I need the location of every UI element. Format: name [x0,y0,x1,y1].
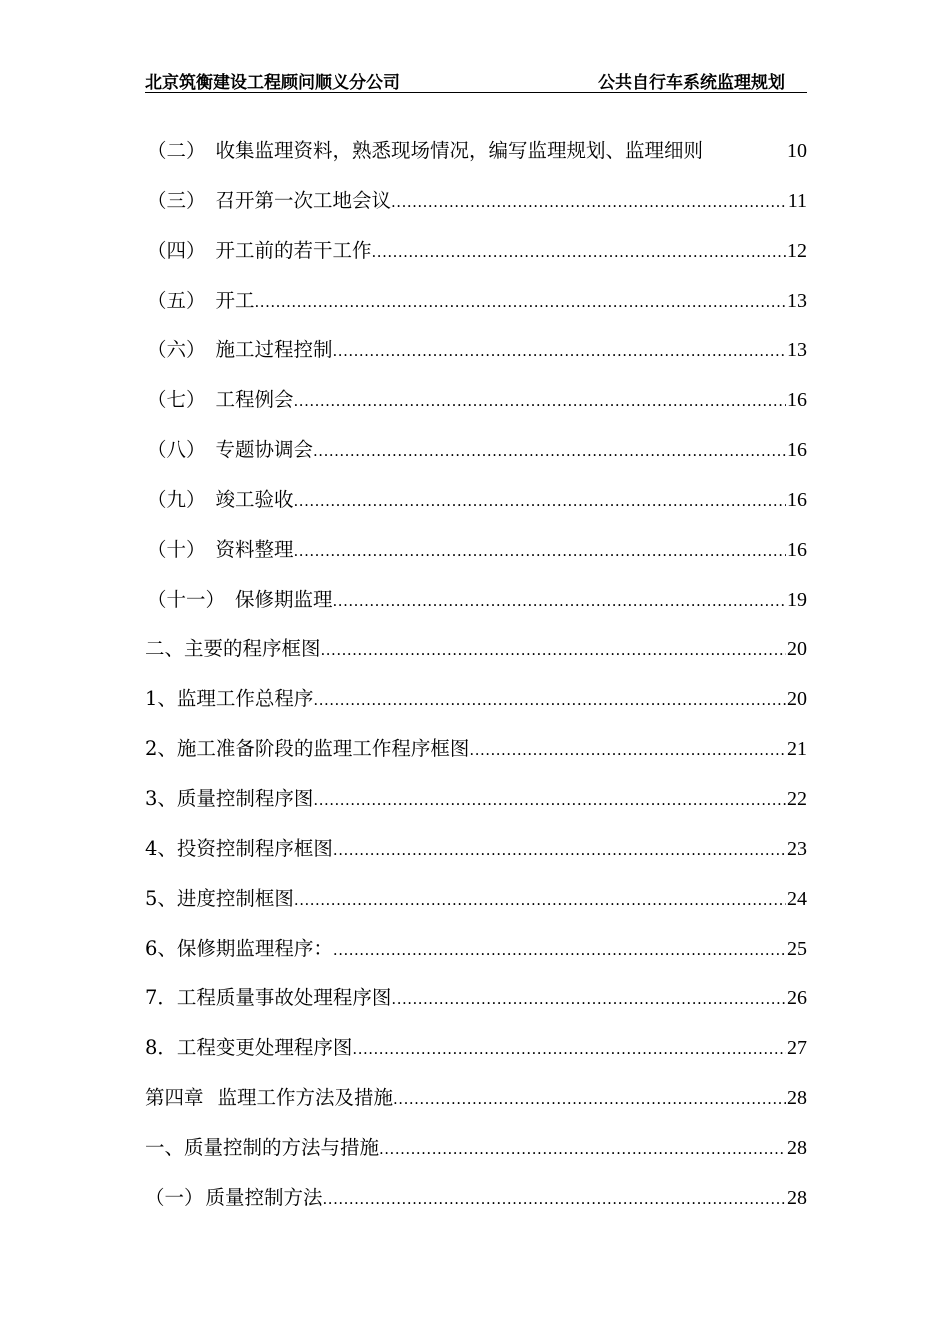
toc-entry-page: 11 [787,189,807,212]
toc-entry-title: 二、主要的程序框图 [145,637,321,661]
toc-entry[interactable] [145,483,807,533]
toc-dot-leader [294,484,786,518]
toc-entry-title: 8．工程变更处理程序图 [145,1036,353,1060]
toc-entry-title: 监理工作方法及措施 [217,1086,394,1110]
toc-entry[interactable] [145,533,807,583]
toc-dot-leader [333,584,786,618]
toc-entry-title: 保修期监理 [235,587,333,611]
toc-entry[interactable] [145,932,807,982]
toc-entry[interactable] [145,632,807,682]
toc-entry-number: （一） [145,1185,204,1209]
toc-entry[interactable] [145,1031,807,1081]
toc-entry-page: 28 [787,1136,807,1159]
toc-dot-leader [321,633,786,667]
toc-entry-number: （三） [147,188,206,212]
toc-entry-page: 20 [787,638,807,661]
toc-entry[interactable] [145,732,807,782]
toc-entry-title: 6、保修期监理程序： [145,936,333,960]
toc-entry[interactable] [145,284,807,334]
toc-dot-leader [333,833,786,867]
toc-entry-number: （十） [147,537,206,561]
toc-entry-title: 4、投资控制程序框图 [145,836,333,860]
toc-entry-number: （八） [147,438,206,462]
toc-entry[interactable] [145,184,807,234]
toc-entry-number: 第四章 [145,1086,204,1110]
toc-entry-page: 26 [787,987,807,1010]
toc-entry-title: 一、质量控制的方法与措施 [145,1135,380,1159]
toc-entry-page: 23 [787,837,807,860]
toc-entry-title: 竣工验收 [215,487,294,511]
toc-entry-title: 施工过程控制 [215,338,333,362]
toc-entry-title: 工程例会 [215,388,294,412]
toc-dot-leader [294,883,786,917]
toc-entry-number: （六） [147,338,206,362]
toc-entry-title: 3、质量控制程序图 [145,786,314,810]
toc-entry-page: 28 [787,1087,807,1110]
toc-entry-page: 20 [787,688,807,711]
toc-entry[interactable] [145,234,807,284]
toc-entry-page: 25 [787,937,807,960]
toc-dot-leader [391,185,787,219]
toc-entry[interactable] [145,1081,807,1131]
toc-entry-page: 16 [787,488,807,511]
toc-entry-number: （四） [147,238,206,262]
toc-entry-page: 13 [787,289,807,312]
toc-entry-title: 专题协调会 [215,438,314,462]
toc-dot-leader [469,733,786,767]
toc-entry-number: （五） [147,288,206,312]
header-doc-title: 公共自行车系统监理规划 [598,73,785,93]
toc-entry-page: 16 [787,389,807,412]
toc-dot-leader [393,1082,786,1116]
toc-entry-page: 28 [787,1186,807,1209]
toc-entry-title: 1、监理工作总程序 [145,687,314,711]
toc-dot-leader [379,1132,786,1166]
toc-entry-page: 27 [787,1037,807,1060]
toc-dot-leader [333,933,786,967]
toc-dot-leader [294,384,786,418]
toc-entry-page: 24 [787,887,807,910]
toc-entry-page: 16 [787,439,807,462]
toc-dot-leader [294,534,786,568]
toc-entry-page: 10 [787,140,807,162]
toc-entry[interactable] [145,1131,807,1181]
toc-entry-title: 召开第一次工地会议 [215,188,392,212]
toc-entry-page: 22 [787,787,807,810]
toc-entry[interactable] [145,682,807,732]
toc-dot-leader [352,1032,786,1066]
toc-entry-page: 19 [787,588,807,611]
toc-entry-title: 收集监理资料，熟悉现场情况，编写监理规划、监理细则 [215,139,704,162]
toc-dot-leader [391,982,786,1016]
toc-entry[interactable] [145,433,807,483]
toc-entry-title: 5、进度控制框图 [145,886,294,910]
toc-entry[interactable] [145,583,807,633]
toc-dot-leader [323,1182,786,1216]
toc-entry-page: 21 [787,738,807,761]
toc-entry-number: （二） [147,139,206,162]
toc-entry[interactable] [145,981,807,1031]
toc-entry-title: 开工前的若干工作 [215,238,372,262]
toc-dot-leader [255,285,786,319]
toc-dot-leader [313,683,786,717]
toc-dot-leader [313,434,786,468]
toc-entry[interactable] [145,333,807,383]
toc-entry[interactable] [145,134,807,184]
toc-entry-title: 资料整理 [215,537,294,561]
toc-dot-leader [372,235,786,269]
toc-entry-page: 12 [787,239,807,262]
toc-entry[interactable] [145,383,807,433]
toc-dot-leader [333,334,786,368]
toc-entry-title: 7．工程质量事故处理程序图 [145,986,392,1010]
toc-entry[interactable] [145,882,807,932]
header-company: 北京筑衡建设工程顾问顺义分公司 [145,73,400,93]
toc-entry-title: 2、施工准备阶段的监理工作程序框图 [145,737,470,761]
toc-entry-number: （七） [147,388,206,412]
table-of-contents [145,134,807,1231]
toc-dot-leader [313,783,786,817]
toc-entry[interactable] [145,832,807,882]
toc-entry-page: 16 [787,538,807,561]
toc-entry-number: （九） [147,487,206,511]
toc-entry-title: 质量控制方法 [205,1185,323,1209]
toc-entry-number: （十一） [147,587,226,611]
toc-entry-title: 开工 [215,288,255,312]
toc-entry-page: 13 [787,339,807,362]
toc-entry[interactable] [145,782,807,832]
page-header [145,66,807,93]
toc-entry[interactable] [145,1181,807,1231]
